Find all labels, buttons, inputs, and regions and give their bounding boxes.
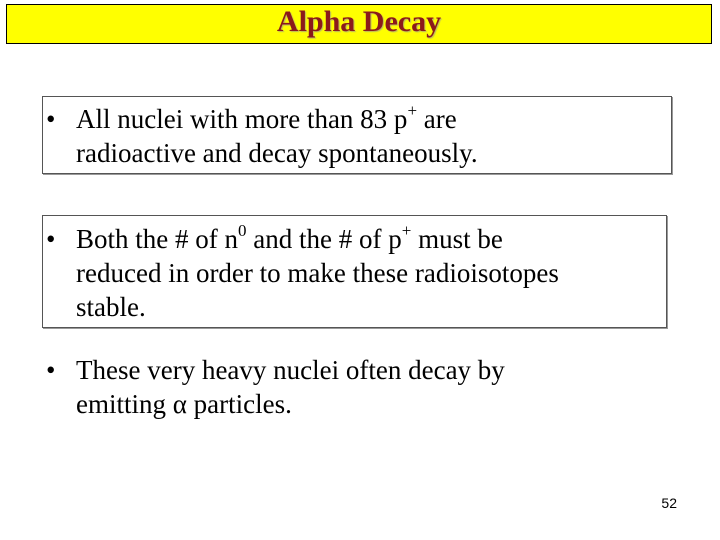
bullet-3-line-2: emitting α particles. (76, 389, 292, 419)
bullet-3 (46, 353, 505, 421)
slide-title: Alpha Decay (276, 5, 442, 38)
bullet-2-line-1: • Both the # of $n^0$ and the # of p+ must be (46, 221, 503, 254)
bullet-1-line-2: radioactive and decay spontaneously. (76, 138, 478, 168)
bullet-1 (46, 101, 478, 170)
bullet-2-line-3: stable. (76, 292, 146, 322)
bullet-dot: • (46, 224, 56, 254)
bullet-2-line-2: reduced in order to make these radioisotopes (76, 258, 559, 288)
bullet-1-line-1: • All nuclei with more than 83 p+ are (46, 101, 457, 134)
bullet-dot: • (46, 355, 56, 385)
bullet-dot: • (46, 104, 56, 134)
title-bar (6, 4, 712, 44)
bullet-3-line-1: • These very heavy nuclei often decay by (46, 355, 505, 385)
bullet-2 (46, 221, 559, 324)
page-number: 52 (661, 495, 677, 511)
